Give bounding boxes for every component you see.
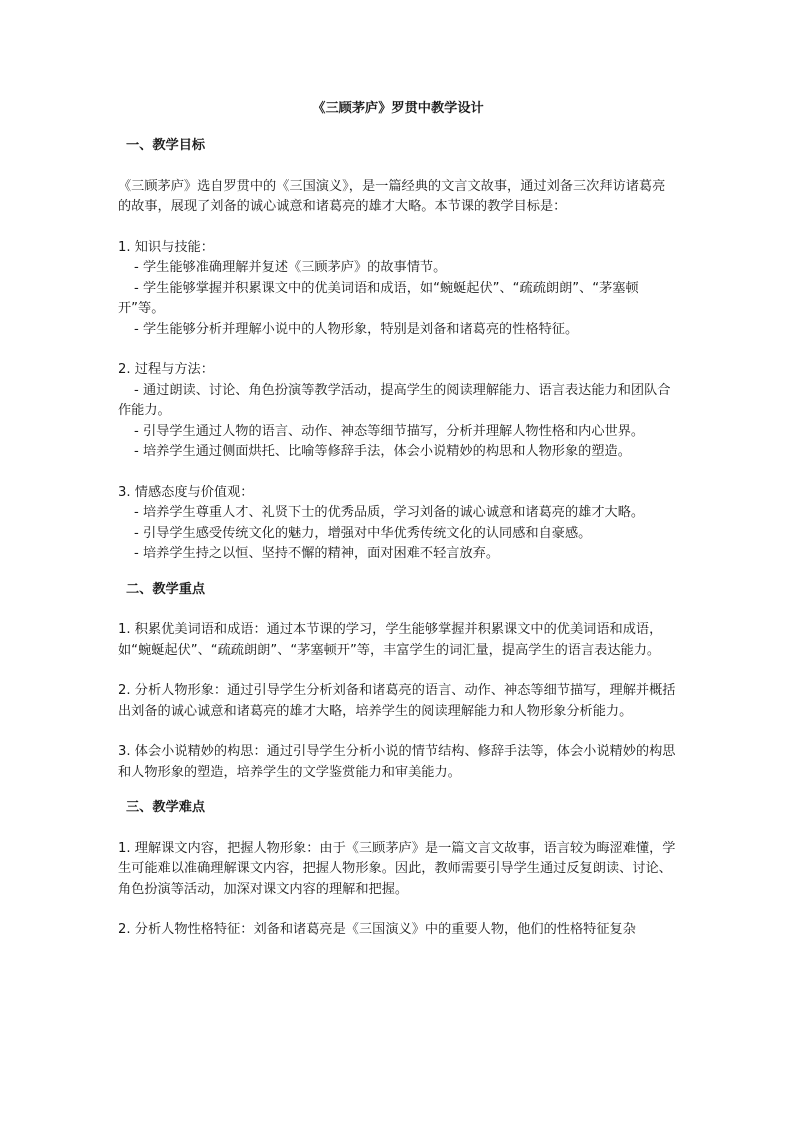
objective-bullet: - 学生能够准确理解并复述《三顾茅庐》的故事情节。	[134, 260, 447, 275]
section-heading-difficulties: 三、教学难点	[126, 800, 206, 815]
objectives-intro: 《三顾茅庐》选自罗贯中的《三国演义》，是一篇经典的文言文故事，通过刘备三次拜访诸葛亮的故事，展现了刘备的诚心诚意和诸葛亮的雄才大略。本节课的教学目标是：	[118, 178, 666, 214]
objective-bullet: - 培养学生通过侧面烘托、比喻等修辞手法，体会小说精妙的构思和人物形象的塑造。	[134, 444, 631, 459]
difficulty-paragraph: 1. 理解课文内容，把握人物形象：由于《三顾茅庐》是一篇文言文故事，语言较为晦涩难懂，学生可能难以准确理解课文内容，把握人物形象。因此，教师需要引导学生通过反复朗读、讨论、角色扮演等活动，加深对课文内容的理解和把握。	[118, 840, 676, 897]
document-content	[118, 99, 678, 941]
objective-bullet: - 引导学生通过人物的语言、动作、神态等细节描写，分析并理解人物性格和内心世界。	[134, 423, 645, 439]
objective-bullet: - 培养学生持之以恒、坚持不懈的精神，面对困难不轻言放弃。	[134, 546, 500, 561]
key-point-paragraph: 2. 分析人物形象：通过引导学生分析刘备和诸葛亮的语言、动作、神态等细节描写，理解并概括出刘备的诚心诚意和诸葛亮的雄才大略，培养学生的阅读理解能力和人物形象分析能力。	[118, 683, 676, 719]
objective-item-title: 3. 情感态度与价值观：	[118, 484, 254, 500]
objective-bullet: - 通过朗读、讨论、角色扮演等教学活动，提高学生的阅读理解能力、语言表达能力和团队合作能力。	[118, 382, 671, 418]
key-point-paragraph: 1. 积累优美词语和成语：通过本节课的学习，学生能够掌握并积累课文中的优美词语和成语，如“蜿蜒起伏”、“疏疏朗朗”、“茅塞顿开”等，丰富学生的词汇量，提高学生的语言表达能力。	[118, 622, 663, 658]
objective-item-title: 2. 过程与方法：	[118, 362, 214, 377]
difficulty-paragraph: 2. 分析人物性格特征：刘备和诸葛亮是《三国演义》中的重要人物，他们的性格特征复杂	[118, 922, 636, 937]
section-heading-objectives: 一、教学目标	[126, 138, 206, 153]
objective-bullet: - 学生能够分析并理解小说中的人物形象，特别是刘备和诸葛亮的性格特征。	[134, 321, 579, 337]
objective-item-title: 1. 知识与技能：	[118, 239, 214, 255]
objective-bullet: - 培养学生尊重人才、礼贤下士的优秀品质，学习刘备的诚心诚意和诸葛亮的雄才大略。	[134, 505, 645, 520]
key-point-paragraph: 3. 体会小说精妙的构思：通过引导学生分析小说的情节结构、修辞手法等，体会小说精妙的构思和人物形象的塑造，培养学生的文学鉴赏能力和审美能力。	[118, 744, 676, 780]
objective-bullet: - 引导学生感受传统文化的魅力，增强对中华优秀传统文化的认同感和自豪感。	[134, 525, 592, 541]
document-title: 《三顾茅庐》罗贯中教学设计	[312, 101, 484, 116]
section-heading-key-points: 二、教学重点	[126, 581, 206, 597]
objective-bullet: - 学生能够掌握并积累课文中的优美词语和成语，如“蜿蜒起伏”、“疏疏朗朗”、“茅塞顿开”等。	[118, 280, 639, 316]
